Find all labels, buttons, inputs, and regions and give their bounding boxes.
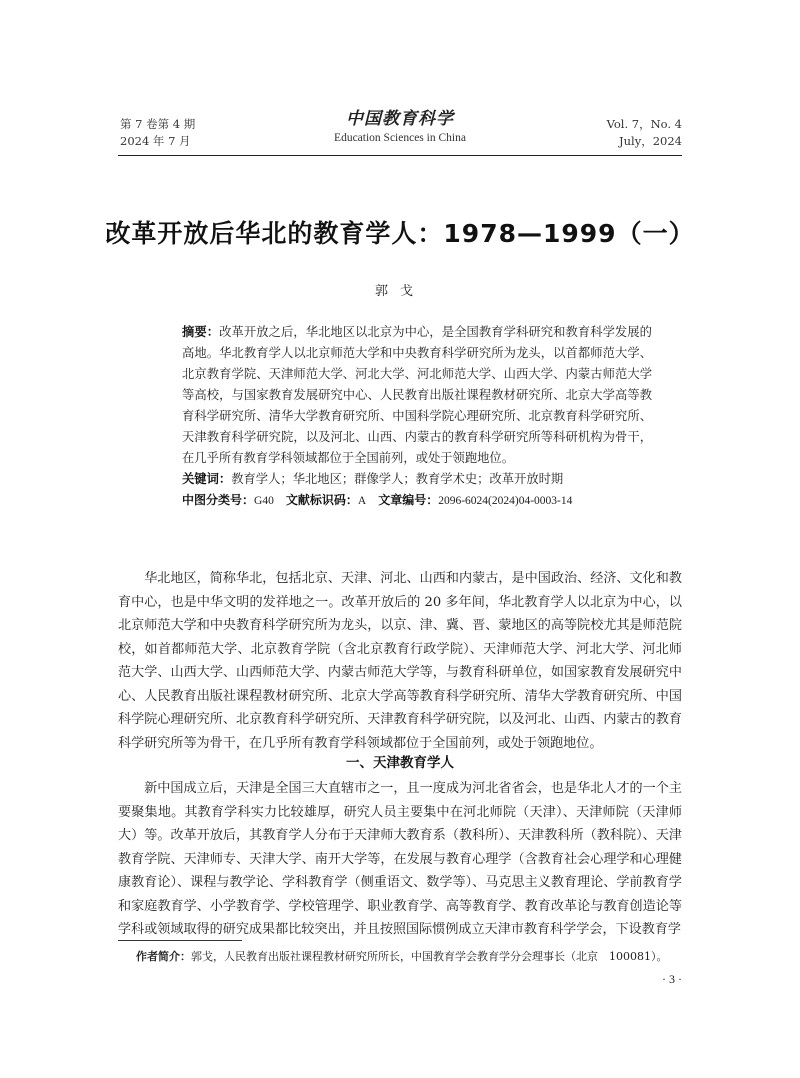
classification-line: [182, 490, 652, 512]
article-no-label: 文章编号：: [378, 493, 439, 507]
body-paragraph-2: [118, 777, 682, 942]
abstract-text: 改革开放之后，华北地区以北京为中心，是全国教育学科研究和教育科学发展的高地。华北教育学人以北京师范大学和中央教育科学研究所为龙头，以首都师范大学、北京教育学院、天津师范大学、河北大学、河北师范大学、山西大学、内蒙古师范大学等高校，与国家教育发展研究中心、人民教育出版社课程教材研究所、北京大学高等教育科学研究所、清华大学教育研究所、中国科学院心理研究所、北京教育科学研究所、天津教育科学研究院，以及河北、山西、内蒙古的教育科学研究所等科研机构为骨干，在几乎所有教育学科领域都位于全国前列，或处于领跑地位。: [182, 325, 652, 465]
clc-label: 中图分类号：: [182, 493, 255, 507]
abstract-paragraph: [182, 322, 652, 469]
section-heading: 一、天津教育学人: [346, 755, 454, 771]
keywords-label: 关键词：: [182, 472, 232, 486]
header-divider: [118, 155, 682, 156]
journal-title-cn: 中国教育科学: [346, 109, 454, 129]
volume-issue-cn: 第 7 卷第 4 期: [120, 117, 196, 131]
article-author: 郭戈: [374, 284, 425, 299]
keywords-text: 教育学人；华北地区；群像学人；教育学术史；改革开放时期: [231, 472, 564, 486]
abstract-label: 摘要：: [182, 325, 220, 339]
doc-code-value: A: [357, 495, 367, 507]
footnote-label: 作者简介：: [136, 950, 191, 963]
keywords-line: [182, 469, 652, 490]
footnote-text: 郭戈，人民教育出版社课程教材研究所所长，中国教育学会教育学分会理事长（北京 100081）。: [191, 950, 668, 963]
volume-issue-en: Vol. 7，No. 4: [606, 117, 682, 131]
date-en: July，2024: [619, 134, 682, 148]
running-header: [118, 108, 682, 152]
paragraph-text: 华北地区，简称华北，包括北京、天津、河北、山西和内蒙古，是中国政治、经济、文化和教育中心，也是中华文明的发祥地之一。改革开放后的 20 多年间，华北教育学人以北京为中心，以北京师范大学和中央教育科学研究所为龙头，以京、津、冀、晋、蒙地区的高等院校尤其是师范院校，如首都师范大学、北京教育学院（含北京教育行政学院）、天津师范大学、河北大学、河北师范大学、山西大学、山西师范大学、内蒙古师范大学等，与教育科研单位，如国家教育发展研究中心、人民教育出版社课程教材研究所、北京大学高等教育科学研究所、清华大学教育研究所、中国科学院心理研究所、北京教育科学研究所、天津教育科学研究院，以及河北、山西、内蒙古的教育科学研究所等为骨干，在几乎所有教育学科领域都位于全国前列，或处于领跑地位。: [118, 571, 682, 751]
article-title: 改革开放后华北的教育学人：1978—1999（一）: [105, 219, 695, 248]
doc-code-label: 文献标识码：: [285, 493, 358, 507]
journal-name: [118, 108, 682, 147]
journal-title-en: Education Sciences in China: [334, 132, 466, 144]
page-number: · 3 ·: [662, 972, 682, 986]
article-no-value: 2096-6024(2024)04-0003-14: [438, 495, 573, 507]
date-cn: 2024 年 7 月: [120, 134, 191, 148]
header-right: [607, 116, 682, 150]
paragraph-text: 新中国成立后，天津是全国三大直辖市之一，且一度成为河北省省会，也是华北人才的一个主要聚集地。其教育学科实力比较雄厚，研究人员主要集中在河北师院（天津）、天津师院（天津师大）等。改革开放后，其教育学人分布于天津师大教育系（教科所）、天津教科所（教科院）、天津教育学院、天津师专、天津大学、南开大学等，在发展与教育心理学（含教育社会心理学和心理健康教育论）、课程与教学论、学科教育学（侧重语文、数学等）、马克思主义教育理论、学前教育学和家庭教育学、小学教育学、学校管理学、职业教育学、高等教育学、教育改革论与教育创造论等学科或领域取得的研究成果都比较突出，并且按照国际惯例成立天津市教育科学学会，下设教育学: [118, 781, 682, 937]
abstract-block: [182, 322, 652, 512]
author-footnote: [136, 948, 696, 965]
clc-value: G40: [254, 495, 274, 507]
body-paragraph-1: [118, 567, 682, 755]
footnote-divider: [118, 940, 242, 941]
